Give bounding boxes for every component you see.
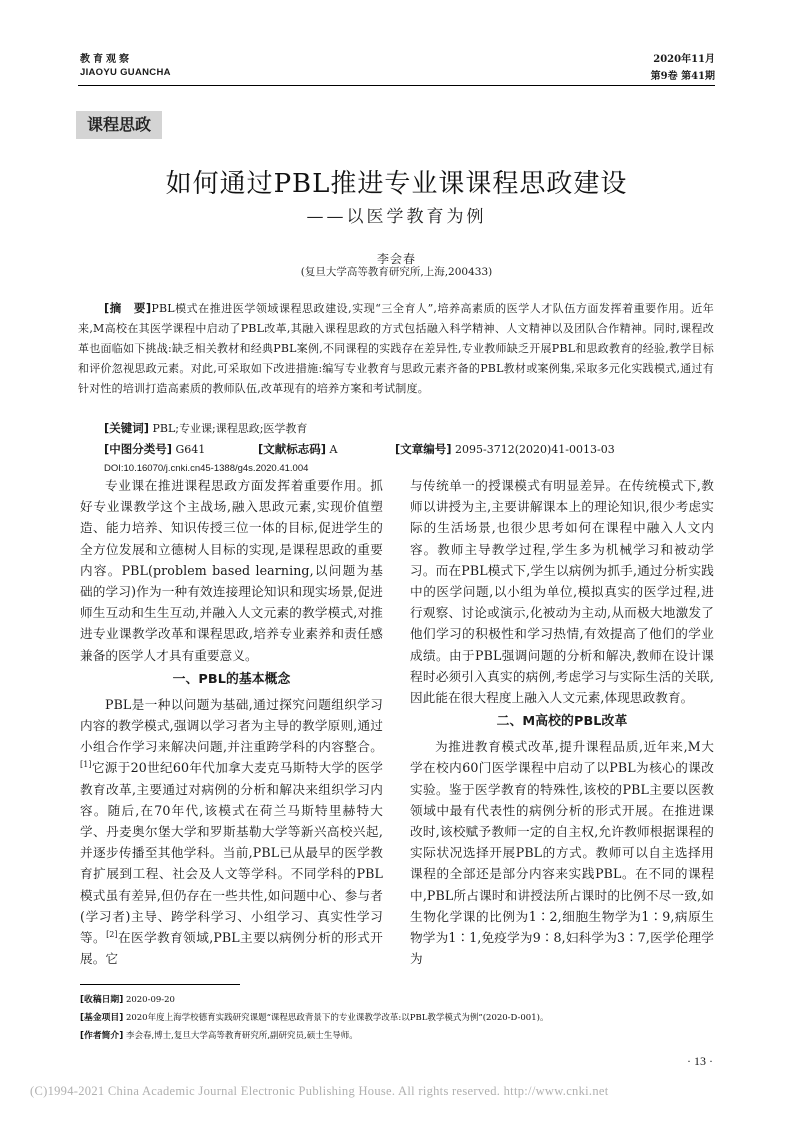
body-column-right (410, 475, 714, 969)
footnote-received: [收稿日期] 2020-09-20 (80, 995, 175, 1005)
keywords (104, 420, 307, 436)
section-heading-2: 二、M高校的PBL改革 (496, 714, 628, 730)
abstract-text: PBL模式在推进医学领域课程思政建设,实现“三全育人”,培养高素质的医学人才队伍方面发挥着重要作用。近年来,M高校在其医学课程中启动了PBL改革,其融入课程思政的方式包括融入科学精神、人文精神以及团队合作精神。同时,课程改革也面临如下挑战:缺乏相关教材和经典PBL案例,不同课程的实践存在差异性,专业教师缺乏开展PBL和思政教育的经验,教学目标和评价忽视思政元素。对此,可采取如下改进措施:编写专业教育与思政元素齐备的PBL教材或案例集,采取多元化实践模式,通过有针对性的培训打造高素质的教师队伍,改革现有的培养方案和考试制度。 (78, 302, 714, 395)
section1-paragraph: PBL是一种以问题为基础,通过探究问题组织学习内容的教学模式,强调以学习者为主导的教学原则,通过小组合作学习来解决问题,并注重跨学科的内容整合。[1]它源于20世纪60年代加拿大麦克马斯特大学的医学教育改革,主要通过对病例的分析和解决来组织学习内容。随后,在70年代,该模式在荷兰马斯特里赫特大学、丹麦奥尔堡大学和罗斯基勒大学等新兴高校兴起,并逐步传播至其他学科。当前,PBL已从最早的医学教育扩展到工程、社会及人文等学科。不同学科的PBL模式虽有差异,但仍存在一些共性,如问题中心、参与者(学习者)主导、跨学科学习、小组学习、真实性学习等。[2]在医学教育领域,PBL主要以病例分析的形式开展。它 (80, 696, 384, 967)
journal-name-en: JIAOYU GUANCHA (80, 67, 171, 78)
section2-paragraph: 为推进教育模式改革,提升课程品质,近年来,M大学在校内60门医学课程中启动了以PBL为核心的课改实验。鉴于医学教育的特殊性,该校的PBL主要以医教领域中最有代表性的病例分析的形式开展。在推进课改时,该校赋予教师一定的自主权,允许教师根据课程的实际状况选择开展PBL的方式。教师可以自主选择用课程的全部还是部分内容来实践PBL。在不同的课程中,PBL所占课时和讲授法所占课时的比例不尽一致,如生物化学课的比例为1∶2,细胞生物学为1∶9,病原生物学为1∶1,免疫学为9∶8,妇科学为3∶7,医学伦理学为 (410, 739, 714, 967)
article-number-field: [文章编号] 2095-3712(2020)41-0013-03 (395, 442, 615, 456)
header-divider (78, 85, 715, 86)
keywords-label: [关键词] (104, 421, 150, 435)
issue-volume: 第9卷 第41期 (650, 71, 715, 82)
article-title: 如何通过PBL推进专业课课程思政建设 (165, 169, 628, 199)
abstract-label: [摘 要] (104, 301, 152, 315)
citation-1[interactable]: [1] (80, 760, 92, 770)
citation-2[interactable]: [2] (106, 929, 118, 939)
issue-date: 2020年11月 (653, 54, 715, 65)
author-name: 李会春 (376, 252, 416, 266)
footnote-divider (80, 984, 240, 985)
copyright-footer: (C)1994-2021 China Academic Journal Electronic Publishing House. All rights reserved. http://www.cnki.net (30, 1084, 609, 1098)
doc-code-field: [文献标志码] A (258, 442, 338, 456)
section-tag: 课程思政 (76, 111, 162, 139)
author-affiliation: (复旦大学高等教育研究所,上海,200433) (300, 266, 493, 278)
abstract (78, 298, 714, 399)
footnote-fund: [基金项目] 2020年度上海学校德育实践研究课题“课程思政背景下的专业课教学改革:以PBL教学模式为例”(2020-D-001)。 (80, 1013, 549, 1023)
article-subtitle: ——以医学教育为例 (306, 207, 487, 227)
continued-paragraph: 与传统单一的授课模式有明显差异。在传统模式下,教师以讲授为主,主要讲解课本上的理论知识,很少考虑实际的生活场景,也很少思考如何在课程中融入人文内容。教师主导教学过程,学生多为机械学习和被动学习。而在PBL模式下,学生以病例为抓手,通过分析实践中的医学问题,以小组为单位,模拟真实的医学过程,进行观察、讨论或演示,化被动为主动,从而极大地激发了他们学习的积极性和学习热情,有效提高了他们的学业成绩。由于PBL强调问题的分析和解决,教师在设计课程时必须引入真实的病例,考虑学习与实际生活的关联,因此能在很大程度上融入人文元素,体现思政教育。 (410, 478, 714, 706)
journal-name-cn: 教育观察 (80, 54, 132, 65)
clc-field: [中图分类号] G641 (104, 442, 206, 456)
body-column-left (80, 475, 383, 969)
doi: DOI:10.16070/j.cnki.cn45-1388/g4s.2020.41.004 (104, 463, 309, 474)
intro-paragraph: 专业课在推进课程思政方面发挥着重要作用。抓好专业课教学这个主战场,融入思政元素,实现价值塑造、能力培养、知识传授三位一体的目标,促进学生的全方位发展和立德树人目标的实现,是课程思政的重要内容。PBL(problem based learning,以问题为基础的学习)作为一种有效连接理论知识和现实场景,促进师生互动和生生互动,并融入人文元素的教学模式,对推进专业课教学改革和课程思政,培养专业素养和责任感兼备的医学人才具有重要意义。 (80, 478, 383, 663)
page-number: · 13 · (687, 1054, 713, 1068)
section-heading-1: 一、PBL的基本概念 (172, 671, 291, 687)
footnote-author: [作者简介] 李会春,博士,复旦大学高等教育研究所,副研究员,硕士生导师。 (80, 1031, 358, 1041)
keywords-text: PBL;专业课;课程思政;医学教育 (152, 422, 308, 435)
